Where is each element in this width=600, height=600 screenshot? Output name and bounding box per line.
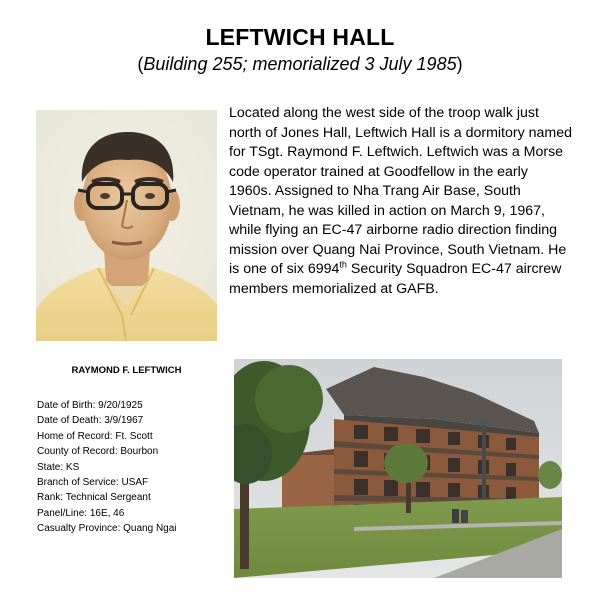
detail-home-of-record: Home of Record: Ft. Scott — [37, 430, 153, 442]
detail-casualty-province: Casualty Province: Quang Ngai — [37, 523, 177, 535]
description-text-part1: Located along the west side of the troop walk just north of Jones Hall, Leftwich Hall is a dormitory named for TSgt. Raymond F. Leftwich. Leftwich was a Morse code operator trained at Goodfellow in the early 1960s. Assigned to Nha Trang Air Base, South Vietnam, he was killed in action on March 9, 1967, while flying an EC-47 airborne radio direction finding mission over Quang Nai Province, South Vietnam. He is one of six 6994 — [229, 105, 573, 277]
subtitle-close-paren: ) — [456, 54, 463, 74]
detail-county-of-record: County of Record: Bourbon — [37, 446, 159, 458]
person-details-list — [37, 398, 237, 537]
person-name: RAYMOND F. LEFTWICH — [71, 365, 182, 376]
page-title: LEFTWICH HALL — [205, 24, 395, 50]
building-photo — [234, 359, 562, 578]
detail-date-of-birth: Date of Birth: 9/20/1925 — [37, 400, 143, 411]
detail-panel-line: Panel/Line: 16E, 46 — [37, 507, 125, 519]
description-paragraph — [229, 104, 574, 299]
detail-branch-of-service: Branch of Service: USAF — [37, 477, 149, 489]
description-text-part2: Security Squadron EC-47 aircrew members memorialized at GAFB. — [229, 261, 562, 297]
detail-rank: Rank: Technical Sergeant — [37, 492, 151, 504]
page-subtitle — [0, 54, 600, 75]
subtitle-building-info: Building 255; memorialized 3 July 1985 — [143, 54, 457, 74]
detail-date-of-death: Date of Death: 3/9/1967 — [37, 415, 144, 427]
subtitle-open-paren: ( — [137, 54, 144, 74]
description-superscript: th — [339, 259, 347, 270]
detail-state: State: KS — [37, 461, 80, 473]
portrait-photo — [36, 110, 217, 341]
